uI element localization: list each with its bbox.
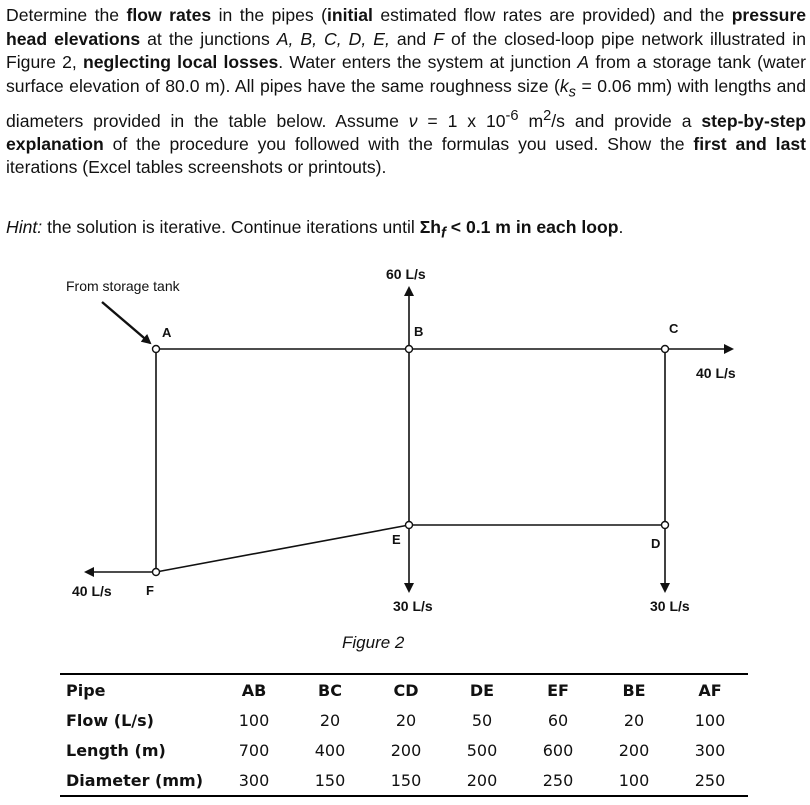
junction-E <box>406 522 413 529</box>
junction-C <box>662 346 669 353</box>
table-cell: Diameter (mm) <box>60 765 216 796</box>
node-label-A: A <box>162 325 172 340</box>
table-row <box>60 735 748 765</box>
table-cell: 700 <box>238 740 270 760</box>
table-cell: 300 <box>694 740 726 760</box>
junction-D <box>662 522 669 529</box>
node-label-D: D <box>651 536 661 551</box>
table-header-cell: Pipe <box>60 674 216 705</box>
table-header-cell: EF <box>520 674 596 705</box>
junction-A <box>153 346 160 353</box>
table-cell: 60 <box>547 710 569 730</box>
table-cell: 50 <box>471 710 493 730</box>
table-cell: 200 <box>618 740 650 760</box>
flow-label-B: 60 L/s <box>386 266 426 282</box>
table-cell: 250 <box>672 765 748 796</box>
flow-label-E: 30 L/s <box>393 598 433 614</box>
table-cell: 20 <box>623 710 645 730</box>
table-row <box>60 705 748 735</box>
tank-label: From storage tank <box>66 278 180 294</box>
table-cell: 150 <box>368 765 444 796</box>
table-cell: 300 <box>216 765 292 796</box>
hint-label: Hint: <box>6 217 43 237</box>
table-cell: 20 <box>319 710 341 730</box>
table-header-cell: AB <box>216 674 292 705</box>
table-cell: 200 <box>390 740 422 760</box>
table-header-cell: AF <box>672 674 748 705</box>
table-header-cell: BE <box>596 674 672 705</box>
junction-B <box>406 346 413 353</box>
table-header-row <box>60 674 748 705</box>
junction-F <box>153 569 160 576</box>
node-label-E: E <box>392 532 401 547</box>
table-cell: 400 <box>314 740 346 760</box>
table-cell: 100 <box>238 710 270 730</box>
table-cell: 100 <box>694 710 726 730</box>
table-cell: 500 <box>466 740 498 760</box>
flow-label-C: 40 L/s <box>696 365 736 381</box>
pipe-data-table-wrap <box>60 673 748 797</box>
table-cell: 20 <box>395 710 417 730</box>
table-cell: 600 <box>542 740 574 760</box>
table-cell: Length (m) <box>66 740 166 760</box>
hint-line: Hint: the solution is iterative. Continue iterations until $\Sigma h_f < 0.1$ m in each loop. <box>6 217 624 242</box>
table-header-cell: CD <box>368 674 444 705</box>
problem-statement: Determine the flow rates in the pipes (initial estimated flow rates are provided) and the pressure head elevations at the junctions A, B, C, D, E, and F of the closed-loop pipe network illustrated in Figure 2, neglecting local losses. Water enters the system at junction A from a storage tank (water surface elevation of 80.0 m). All pipes have the same roughness size ($k_s = 0.06$ mm) with lengths and diameters provided in the table below. Assume ν = 1 x $10^{-6}$ $m^2/s$ and provide a step-by-step explanation of the procedure you followed with the formulas you used. Show the first and last iterations (Excel tables screenshots or printouts). <box>6 5 807 178</box>
pipe-data-table <box>60 673 748 797</box>
pipe-EF <box>156 525 409 572</box>
arrow-tank-in <box>102 302 150 343</box>
table-cell: 100 <box>596 765 672 796</box>
node-label-C: C <box>669 321 679 336</box>
table-cell: 150 <box>292 765 368 796</box>
flow-label-F: 40 L/s <box>72 583 112 599</box>
table-header-cell: DE <box>444 674 520 705</box>
table-cell: 200 <box>444 765 520 796</box>
table-row <box>60 765 748 796</box>
table-header-cell: BC <box>292 674 368 705</box>
flow-label-D: 30 L/s <box>650 598 690 614</box>
node-label-F: F <box>146 583 154 598</box>
table-cell: Flow (L/s) <box>66 710 154 730</box>
node-label-B: B <box>414 324 424 339</box>
table-cell: 250 <box>520 765 596 796</box>
figure-caption: Figure 2 <box>342 633 405 652</box>
